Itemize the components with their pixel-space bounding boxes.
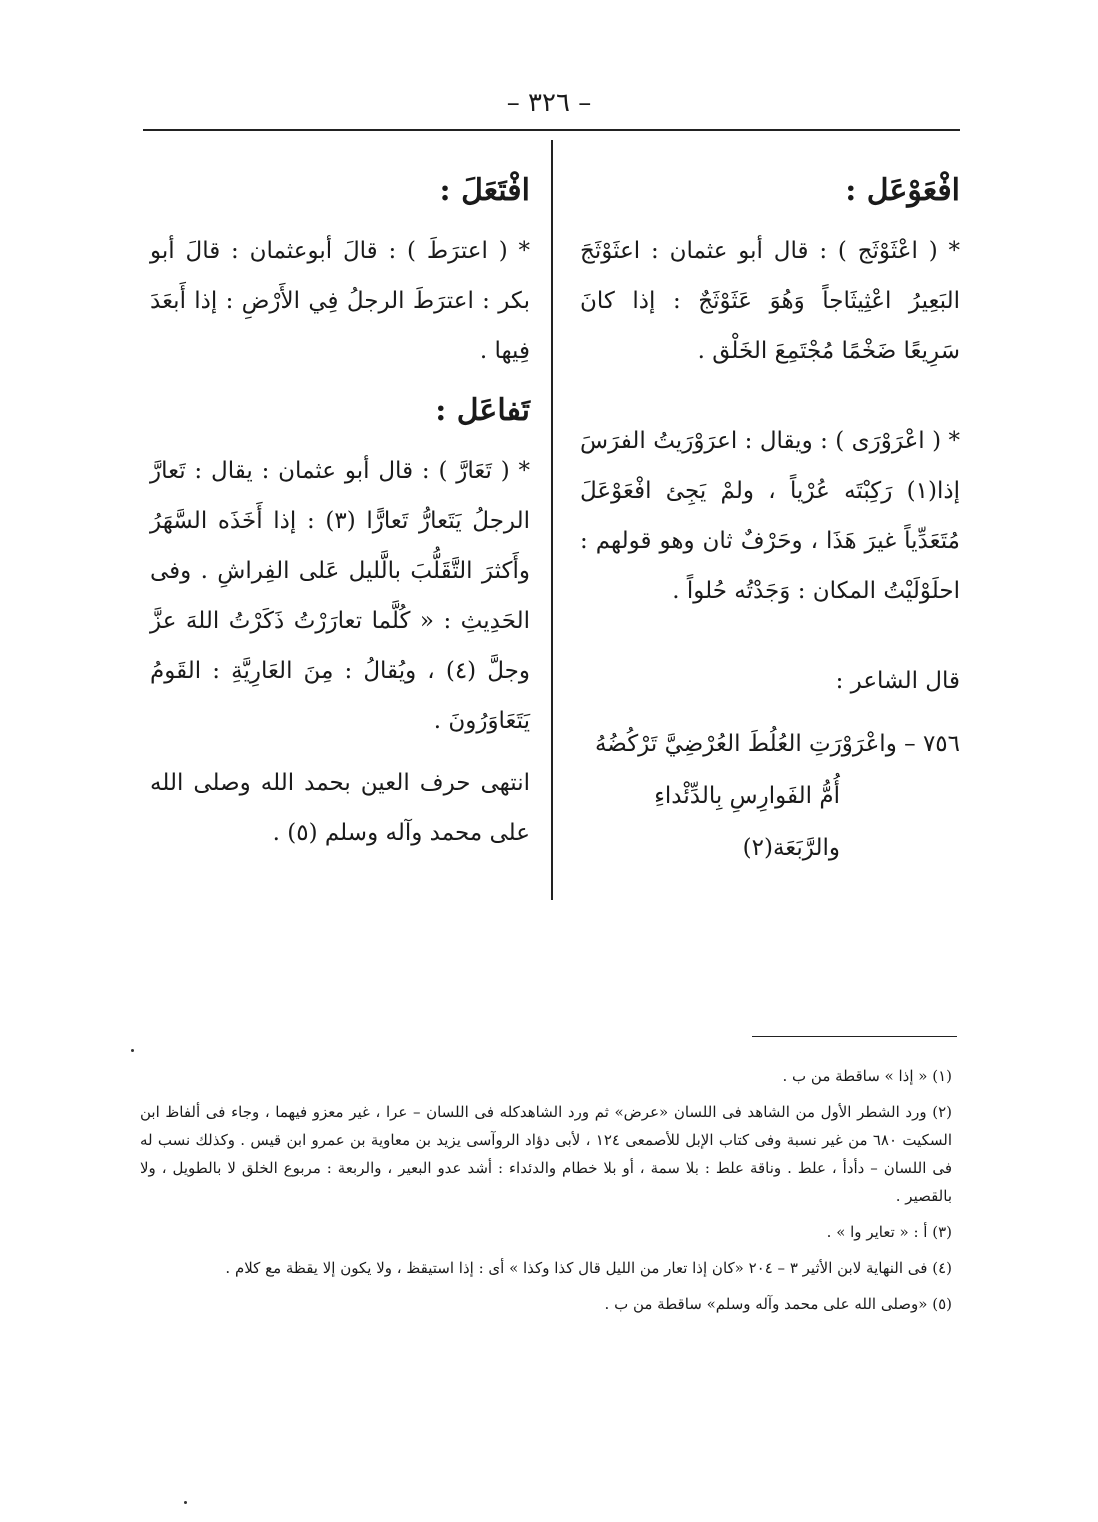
- entry-iarawra: * ( اعْرَوْرَى ) : ويقال : اعرَوْرَيتُ الفرَسَ إذا(١) رَكِبْتَه عُرْياً ، ولمْ يَجِئ افْعَوْعَلَ مُتَعَدِّياً غيرَ هَذَا ، وحَرْفٌ ثان وهو قولهم : احلَوْلَيْتُ المكان : وَجَدْتُه حُلواً .: [580, 428, 960, 604]
- right-column: [580, 168, 960, 874]
- left-column: [150, 168, 530, 858]
- page-number: – ٣٢٦ –: [506, 88, 592, 118]
- entry-ithawthaj: * ( اعْثَوْثَج ) : قال أبو عثمان : اعثَوْثَجَ البَعِيرُ اعْثِيثَاجاً وَهُوَ عَثَوْثَجٌ : إذا كانَ سَرِيعًا ضَخْمًا مُجْتَمِعَ الخَلْق .: [580, 238, 960, 364]
- scan-speck: [131, 1049, 134, 1052]
- section-heading-iftaal: افْتَعَلَ :: [439, 173, 530, 208]
- header-rule: [143, 129, 960, 131]
- section-heading-ifawal: افْعَوْعَل :: [845, 173, 960, 208]
- footnote-3: (٣) أ : « تعاير وا » .: [826, 1223, 952, 1241]
- footnote-rule: [752, 1036, 957, 1037]
- footnote-5: (٥) «وصلى الله على محمد وآله وسلم» ساقطة من ب .: [604, 1295, 952, 1313]
- footnotes: [140, 1062, 952, 1326]
- entry-itarata: * ( اعترَطَ ) : قالَ أبوعثمان : قالَ أبو بكر : اعترَطَ الرجلُ فِي الأَرْضِ : إذا أَبعَدَ فِيها .: [150, 238, 530, 364]
- footnote-2: (٢) ورد الشطر الأول من الشاهد فى اللسان «عرض» ثم ورد الشاهدكله فى اللسان – عرا ، غير معزو فيهما ، وجاء فى ألفاظ ابن السكيت ٦٨٠ من غير نسبة وفى كتاب الإبل للأصمعى ١٢٤ ، لأبى دؤاد الروآسى يزيد بن معاوية بن عمرو ابن قيس . وكذلك نسب له فى اللسان – دأدأ ، علط . وناقة علط : بلا سمة ، أو بلا خطام والدئداء : أشد عدو البعير ، والربعة : مربوع الخلق لا بالطويل ، ولا بالقصير .: [140, 1103, 952, 1205]
- footnote-4: (٤) فى النهاية لابن الأثير ٣ – ٢٠٤ «كان إذا تعار من الليل قال كذا وكذا » أى : إذا استيقظ ، ولا يكون إلا يقظة مع كلام .: [225, 1259, 952, 1277]
- entry-taarra: * ( تَعَارَّ ) : قال أبو عثمان : يقال : تَعارَّ الرجلُ يَتَعارُّ تَعارًّا (٣) : إذا أَخَذَه السَّهَرُ وأَكثرَ التَّقَلُّبَ بالَّليل عَلى الفِراشِ . وفى الحَدِيثِ : « كُلَّما تعارَرْتُ ذَكَرْتُ اللهَ عزَّ وجلَّ (٤) ، ويُقالُ : مِنَ العَارِيَّةِ : القَومُ يَتَعَاوَرُونَ .: [150, 458, 530, 734]
- section-heading-tafaal: تَفاعَل :: [435, 393, 530, 428]
- scan-speck: [184, 1501, 187, 1504]
- footnote-1: (١) « إذا » ساقطة من ب .: [782, 1067, 952, 1085]
- verse-line-1: ٧٥٦ – واعْرَوْرَتِ العُلُطَ العُرْضِيَّ تَرْكُضُهُ: [594, 731, 960, 757]
- verse-line-2: أُمُّ الفَوارِسِ بِالدِّئْداءِ والرَّبَعَة(٢): [654, 783, 840, 861]
- closing-text: انتهى حرف العين بحمد الله وصلى الله على محمد وآله وسلم (٥) .: [150, 770, 530, 846]
- poet-intro: قال الشاعر :: [835, 668, 960, 694]
- column-divider: [551, 140, 553, 900]
